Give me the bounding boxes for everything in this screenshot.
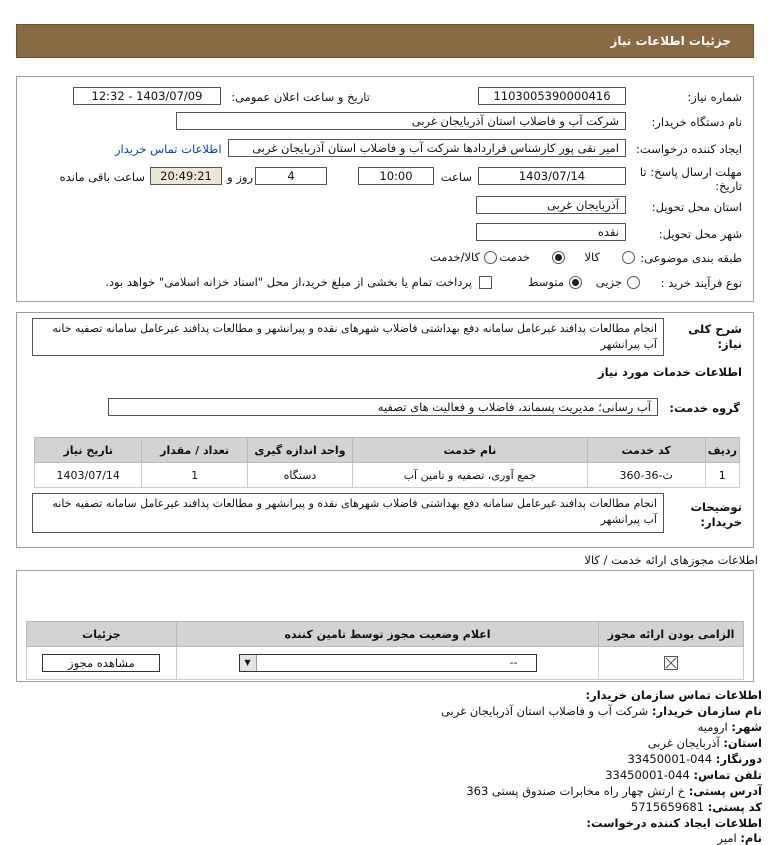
col-row: ردیف <box>705 438 739 463</box>
remaining-time-field: 20:49:21 <box>150 167 222 185</box>
contact-title: اطلاعات تماس سازمان خریدار: <box>585 688 762 702</box>
service-group-label: گروه خدمت: <box>669 401 740 415</box>
cell-date: 1403/07/14 <box>35 463 142 488</box>
col-permit-required: الزامی بودن ارائه مجوز <box>599 622 744 647</box>
permit-required-cell <box>599 647 744 680</box>
page-header <box>16 24 754 58</box>
table-row <box>27 647 744 680</box>
process-option-minor: جزیی <box>595 275 622 289</box>
service-group-field: آب رسانی؛ مدیریت پسماند، فاضلاب و فعالیت های تصفیه <box>108 398 658 416</box>
process-radio-medium[interactable] <box>569 276 582 289</box>
cell-name: جمع آوری، تصفیه و تامین آب <box>353 463 588 488</box>
permit-status-value: -- <box>509 656 518 669</box>
chevron-down-icon: ▼ <box>240 655 257 671</box>
treasury-note: پرداخت تمام یا بخشی از مبلغ خرید،از محل "اسناد خزانه اسلامی" خواهد بود. <box>105 275 472 289</box>
col-unit: واحد اندازه گیری <box>247 438 352 463</box>
description-label: شرح کلی نیاز: <box>688 322 742 351</box>
col-name: نام خدمت <box>353 438 588 463</box>
permit-required-checkbox <box>664 656 678 670</box>
buyer-org-field: شرکت آب و فاضلاب استان آذربایجان غربی <box>176 112 626 130</box>
contact-city: شهر: ارومیه <box>697 720 762 734</box>
permit-status-cell <box>176 647 598 680</box>
remaining-label: ساعت باقی مانده <box>59 170 145 184</box>
process-label: نوع فرآیند خرید : <box>660 276 742 290</box>
permits-table <box>26 621 744 680</box>
page-title: جزئیات اطلاعات نیاز <box>610 34 731 48</box>
days-field: 4 <box>255 167 327 185</box>
permit-details-cell <box>27 647 177 680</box>
contact-province: استان: آذربایجان غربی <box>647 736 762 750</box>
process-option-medium: متوسط <box>527 275 564 289</box>
buyer-org-label: نام دستگاه خریدار: <box>651 115 742 129</box>
cell-code: ث-36-360 <box>587 463 705 488</box>
buyer-contact-link[interactable]: اطلاعات تماس خریدار <box>115 142 222 156</box>
category-radio-goods-service[interactable] <box>484 251 497 264</box>
services-section-title: اطلاعات خدمات مورد نیاز <box>598 365 742 379</box>
contact-address: آدرس پستی: خ ارتش چهار راه مخابرات صندوق پستی 363 <box>466 784 762 798</box>
creator-field: امیر نقی پور کارشناس قراردادها شرکت آب و فاضلاب استان آذربایجان غربی <box>228 139 626 157</box>
process-radio-minor[interactable] <box>627 276 640 289</box>
col-code: کد خدمت <box>587 438 705 463</box>
province-label: استان محل تحویل: <box>651 200 742 214</box>
creator-label: ایجاد کننده درخواست: <box>636 142 742 156</box>
need-number-field: 1103005390000416 <box>478 87 626 105</box>
need-info-panel <box>16 76 754 302</box>
contact-org: نام سازمان خریدار: شرکت آب و فاضلاب استان آذربایجان غربی <box>440 704 762 718</box>
category-label: طبقه بندی موضوعی: <box>640 251 742 265</box>
deadline-time-field: 10:00 <box>358 167 434 185</box>
need-number-label: شماره نیاز: <box>687 90 742 104</box>
cell-qty: 1 <box>142 463 247 488</box>
city-field: نقده <box>476 223 626 241</box>
category-option-service: خدمت <box>499 250 530 264</box>
category-radio-goods[interactable] <box>622 251 635 264</box>
city-label: شهر محل تحویل: <box>658 227 742 241</box>
creator-info-title: اطلاعات ایجاد کننده درخواست: <box>586 816 762 830</box>
deadline-date-field: 1403/07/14 <box>478 167 626 185</box>
creator-name: نام: امیر <box>717 831 762 845</box>
table-row <box>35 463 740 488</box>
contact-postal: کد پستی: 5715659681 <box>630 800 762 814</box>
buyer-notes-text: انجام مطالعات پدافند غیرعامل سامانه دفع بهداشتی فاضلاب شهرهای نقده و پیرانشهر و مطالعات پدافند غیرعامل سامانه تصفیه خانه آب پیرانشهر <box>32 493 664 533</box>
cell-row: 1 <box>705 463 739 488</box>
description-text: انجام مطالعات پدافند غیرعامل سامانه دفع بهداشتی فاضلاب شهرهای نقده و پیرانشهر و مطالعات پدافند غیرعامل سامانه تصفیه خانه آب پیرانشهر <box>32 318 664 356</box>
col-date: تاریخ نیاز <box>35 438 142 463</box>
cell-unit: دستگاه <box>247 463 352 488</box>
deadline-label: مهلت ارسال پاسخ: تا <box>639 165 742 179</box>
announce-field: 1403/07/09 - 12:32 <box>73 87 221 105</box>
buyer-notes-label: توضیحات خریدار: <box>690 500 742 529</box>
treasury-checkbox[interactable] <box>479 276 492 289</box>
permit-status-select[interactable] <box>239 654 537 672</box>
contact-phone: تلفن تماس: 044-33450001 <box>605 768 762 782</box>
deadline-label-2: تاریخ: <box>715 179 742 193</box>
days-label: روز و <box>227 170 253 184</box>
col-permit-status: اعلام وضعیت مجوز توسط تامین کننده <box>176 622 598 647</box>
contact-fax: دورنگار: 044-33450001 <box>627 752 762 766</box>
services-table <box>34 437 740 488</box>
category-option-goods: کالا <box>584 250 600 264</box>
announce-label: تاریخ و ساعت اعلان عمومی: <box>231 90 370 104</box>
permits-section-title: اطلاعات مجوزهای ارائه خدمت / کالا <box>584 553 758 567</box>
category-radio-service[interactable] <box>552 251 565 264</box>
col-permit-details: جزئیات <box>27 622 177 647</box>
deadline-time-label: ساعت <box>440 170 472 184</box>
col-qty: تعداد / مقدار <box>142 438 247 463</box>
province-field: آذربایجان غربی <box>476 196 626 214</box>
view-permit-button[interactable]: مشاهده مجوز <box>42 654 160 672</box>
category-option-goods-service: کالا/خدمت <box>429 250 480 264</box>
